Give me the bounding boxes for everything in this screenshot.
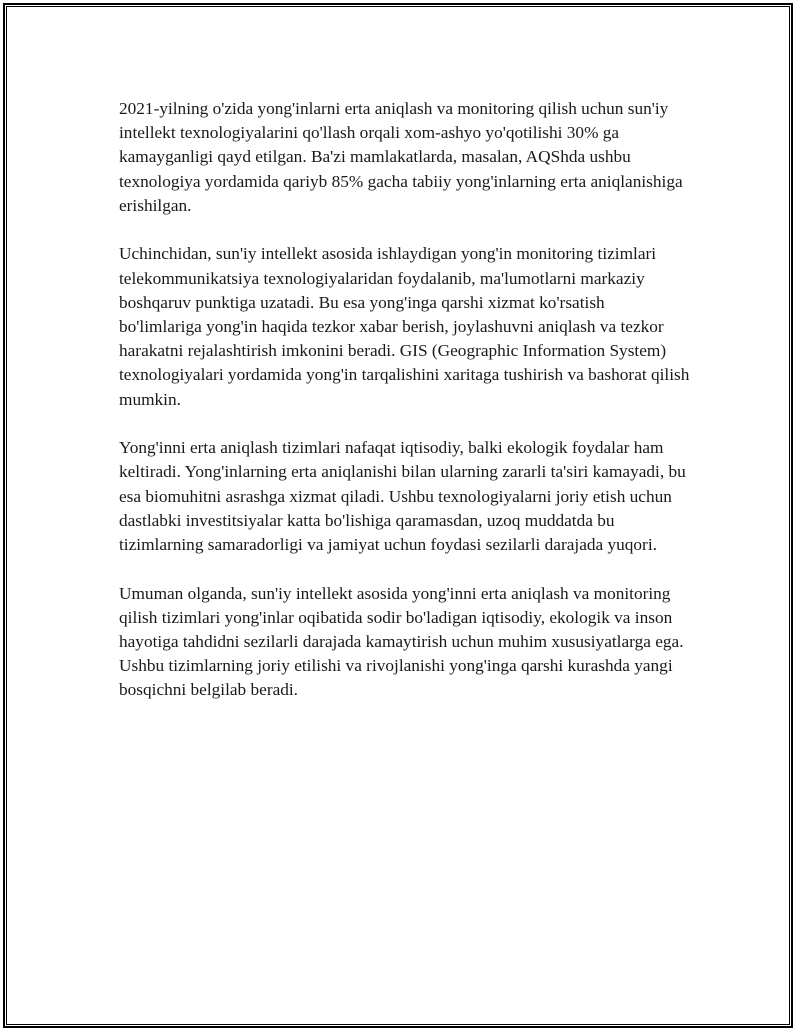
paragraph-1: 2021-yilning o'zida yong'inlarni erta aniqlash va monitoring qilish uchun sun'iy intellekt texnologiyalarini qo'llash orqali xom-ashyo yo'qotilishi 30% ga kamayganligi qayd etilgan. Ba'zi mamlakatlarda, masalan, AQShda ushbu texnologiya yordamida qariyb 85% gacha tabiiy yong'inlarning erta aniqlanishiga erishilgan.: [119, 99, 683, 215]
paragraph-4: Umuman olganda, sun'iy intellekt asosida yong'inni erta aniqlash va monitoring qilish tizimlari yong'inlar oqibatida sodir bo'ladigan iqtisodiy, ekologik va inson hayotiga tahdidni sezilarli darajada kamaytirish uchun muhim xususiyatlarga ega. Ushbu tizimlarning joriy etilishi va rivojlanishi yong'inga qarshi kurashda yangi bosqichni belgilab beradi.: [119, 583, 684, 700]
document-body: [119, 97, 691, 727]
paragraph-3: Yong'inni erta aniqlash tizimlari nafaqat iqtisodiy, balki ekologik foydalar ham keltiradi. Yong'inlarning erta aniqlanishi bilan ularning zararli ta'siri kamayadi, bu esa biomuhitni asrashga xizmat qiladi. Ushbu texnologiyalarni joriy etish uchun dastlabki investitsiyalar katta bo'lishiga qaramasdan, uzoq muddatda bu tizimlarning samaradorligi va jamiyat uchun foydasi sezilarli darajada yuqori.: [119, 438, 686, 555]
document-page: [3, 3, 793, 1028]
paragraph-2: Uchinchidan, sun'iy intellekt asosida ishlaydigan yong'in monitoring tizimlari telekommunikatsiya texnologiyalaridan foydalanib, ma'lumotlarni markaziy boshqaruv punktiga uzatadi. Bu esa yong'inga qarshi xizmat ko'rsatish bo'limlariga yong'in haqida tezkor xabar berish, joylashuvni aniqlash va tezkor harakatni rejalashtirish imkonini beradi. GIS (Geographic Information System) texnologiyalari yordamida yong'in tarqalishini xaritaga tushirish va bashorat qilish mumkin.: [119, 244, 690, 409]
